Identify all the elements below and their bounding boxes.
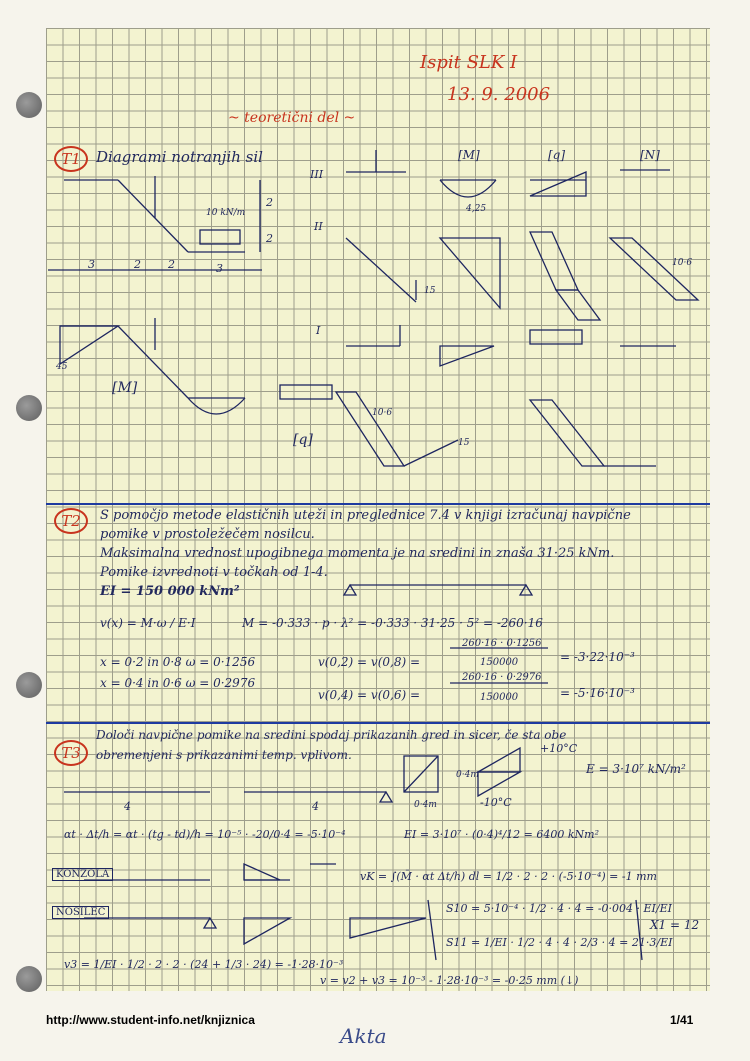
t3-s11-formula: S11 = 1/EI · 1/2 · 4 · 4 · 2/3 · 4 = 21·3/EI bbox=[446, 936, 673, 949]
temp-bottom: -10°C bbox=[480, 796, 512, 809]
nosilec-label: NOSILEC bbox=[52, 906, 109, 919]
t3-text-line2: obremenjeni s prikazanimi temp. vplivom. bbox=[96, 748, 352, 762]
value-label: 45 bbox=[56, 362, 68, 372]
dim-label: 2 bbox=[134, 258, 141, 271]
value-label: 10·6 bbox=[372, 408, 393, 418]
konzola-label: KONZOLA bbox=[52, 868, 113, 881]
value-label: 4,25 bbox=[466, 204, 487, 214]
exam-date: 13. 9. 2006 bbox=[447, 84, 551, 105]
diagram-label-q-total: [q] bbox=[293, 432, 313, 448]
t3-span-2: 4 bbox=[312, 800, 319, 813]
t2-result1-den: 150000 bbox=[480, 657, 519, 668]
t3-e-value: E = 3·10⁷ kN/m² bbox=[586, 762, 686, 776]
diagram-label-m-total: [M] bbox=[112, 380, 138, 396]
value-label: 15 bbox=[458, 438, 470, 448]
task-label-t2: T2 bbox=[54, 508, 88, 534]
value-label: 10·6 bbox=[672, 258, 693, 268]
dim-label: 2 bbox=[266, 196, 273, 209]
exam-title: Ispit SLK I bbox=[420, 52, 518, 73]
footer-url[interactable]: http://www.student-info.net/knjiznica bbox=[46, 1013, 255, 1027]
diagram-label-m: [M] bbox=[458, 148, 480, 162]
task-label-t1: T1 bbox=[54, 146, 88, 172]
diagram-label-n: [N] bbox=[640, 148, 660, 162]
t2-result1-lhs: v(0,2) = v(0,8) = bbox=[318, 655, 421, 669]
t2-row1: x = 0·2 in 0·8 ω = 0·1256 bbox=[100, 655, 256, 669]
t3-v-total: v = v2 + v3 = 10⁻³ - 1·28·10⁻³ = -0·25 mm (↓) bbox=[320, 974, 579, 987]
value-label: 15 bbox=[424, 286, 436, 296]
t3-vk-formula: vK = ∫(M̄ · αt Δt/h) dl = 1/2 · 2 · 2 · (-5·10⁻⁴) = -1 mm bbox=[360, 870, 657, 883]
t2-result1-value: = -3·22·10⁻³ bbox=[560, 650, 635, 664]
t3-dim-h: 0·4m bbox=[456, 770, 479, 780]
t1-case-2: II bbox=[314, 220, 323, 233]
t2-text-line3: Maksimalna vrednost upogibnega momenta je na sredini in znaša 31·25 kNm. bbox=[100, 546, 615, 561]
t3-s10-formula: S10 = 5·10⁻⁴ · 1/2 · 4 · 4 = -0·004 · EI/EI bbox=[446, 902, 672, 915]
t3-dim-w: 0·4m bbox=[414, 800, 437, 810]
t2-result1-num: 260·16 · 0·1256 bbox=[462, 638, 542, 649]
section-subtitle: ~ teoretični del ~ bbox=[228, 110, 356, 126]
t3-x1-result: X1 = 12 bbox=[650, 918, 700, 932]
t3-text-line1: Določi navpične pomike na sredini spodaj prikazanih gred in sicer, če sta obe bbox=[96, 728, 567, 742]
t3-ei-formula: EI = 3·10⁷ · (0·4)⁴/12 = 6400 kNm² bbox=[404, 828, 599, 841]
dim-label: 3 bbox=[216, 262, 223, 275]
task-label-t3: T3 bbox=[54, 740, 88, 766]
t1-case-3: III bbox=[310, 168, 324, 181]
t2-ei: EI = 150 000 kNm² bbox=[100, 584, 240, 599]
t2-text-line4: Pomike izvrednoti v točkah od 1-4. bbox=[100, 565, 328, 580]
t2-result2-lhs: v(0,4) = v(0,6) = bbox=[318, 688, 421, 702]
t3-alpha-formula: αt · Δt/h = αt · (tg - td)/h = 10⁻⁵ · -20/0·4 = -5·10⁻⁴ bbox=[64, 828, 346, 841]
t3-v3-formula: v3 = 1/EI · 1/2 · 2 · 2 · (24 + 1/3 · 24) = -1·28·10⁻³ bbox=[64, 958, 344, 971]
diagram-label-q: [q] bbox=[548, 148, 566, 162]
dim-label: 3 bbox=[88, 258, 95, 271]
t1-case-1: I bbox=[316, 324, 321, 337]
dim-label: 2 bbox=[168, 258, 175, 271]
t1-heading: Diagrami notranjih sil bbox=[96, 148, 263, 166]
t2-row2: x = 0·4 in 0·6 ω = 0·2976 bbox=[100, 676, 256, 690]
page-number: 1/41 bbox=[670, 1013, 694, 1027]
t3-span-1: 4 bbox=[124, 800, 131, 813]
temp-top: +10°C bbox=[540, 742, 578, 755]
t2-result2-den: 150000 bbox=[480, 692, 519, 703]
t2-formula-m: M = -0·333 · p · λ² = -0·333 · 31·25 · 5² = -260·16 bbox=[242, 616, 543, 630]
dim-label: 2 bbox=[266, 232, 273, 245]
t2-text-line1: S pomočjo metode elastičnih uteži in preglednice 7.4 v knjigi izračunaj navpične bbox=[100, 508, 631, 523]
t2-text-line2: pomike v prostoležečem nosilcu. bbox=[100, 527, 315, 542]
t2-result2-value: = -5·16·10⁻³ bbox=[560, 686, 635, 700]
load-label: 10 kN/m bbox=[206, 208, 246, 218]
akta-logo: Akta bbox=[340, 1024, 387, 1048]
t2-result2-num: 260·16 · 0·2976 bbox=[462, 672, 542, 683]
t2-formula-v: v(x) = M·ω / E·I bbox=[100, 616, 196, 630]
